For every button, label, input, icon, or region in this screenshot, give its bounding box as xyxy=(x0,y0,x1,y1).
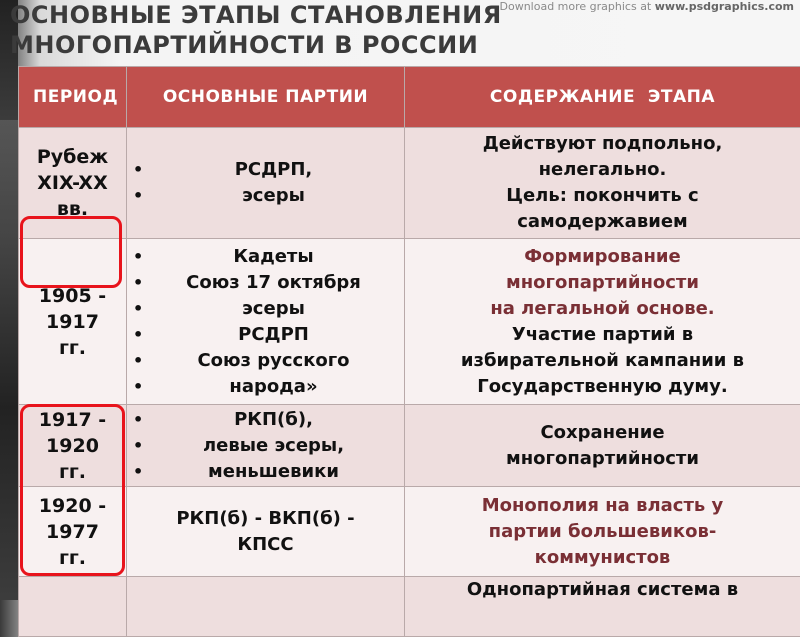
content-line: нелегально. xyxy=(409,157,796,183)
watermark xyxy=(500,0,795,13)
party-line: КПСС xyxy=(131,532,400,558)
content-line: Действуют подпольно, xyxy=(409,131,796,157)
cell-period xyxy=(19,577,127,637)
header-parties-label: ОСНОВНЫЕ ПАРТИИ xyxy=(163,87,368,107)
period-line: 1905 - xyxy=(23,283,122,309)
cell-period xyxy=(19,239,127,405)
content-line-accent: Формирование xyxy=(409,244,796,270)
page-title xyxy=(10,0,530,60)
party-item: • эсеры xyxy=(131,296,400,322)
period-line: 1917 - xyxy=(23,407,122,433)
period-line: 1920 xyxy=(23,433,122,459)
period-line: вв. xyxy=(23,196,122,222)
period-line: гг. xyxy=(23,335,122,361)
watermark-prefix: Download more graphics at xyxy=(500,0,652,13)
period-line: 1917 xyxy=(23,309,122,335)
table-row xyxy=(19,239,800,405)
content-line: самодержавием xyxy=(409,209,796,235)
cell-content xyxy=(405,487,800,577)
table-row xyxy=(19,577,800,637)
cell-parties xyxy=(127,239,405,405)
period-line: гг. xyxy=(23,459,122,485)
page-title-line-1: ОСНОВНЫЕ ЭТАПЫ СТАНОВЛЕНИЯ xyxy=(10,0,530,30)
content-line: Однопартийная система в xyxy=(409,577,796,603)
party-item: • эсеры xyxy=(131,183,400,209)
party-item: • РСДРП, xyxy=(131,157,400,183)
cell-period xyxy=(19,487,127,577)
party-item: • Кадеты xyxy=(131,244,400,270)
content-line-accent: партии большевиков- xyxy=(409,519,796,545)
party-item: • народа» xyxy=(131,374,400,400)
content-line: избирательной кампании в xyxy=(409,348,796,374)
content-line-accent: коммунистов xyxy=(409,545,796,571)
cell-content xyxy=(405,128,800,239)
party-item: • меньшевики xyxy=(131,459,400,485)
period-line: 1920 - xyxy=(23,493,122,519)
table-row xyxy=(19,405,800,487)
content-line: многопартийности xyxy=(409,446,796,472)
party-item: • левые эсеры, xyxy=(131,433,400,459)
cell-parties xyxy=(127,128,405,239)
period-line: Рубеж xyxy=(23,144,122,170)
party-list xyxy=(131,407,400,485)
period-line: XIX-XX xyxy=(23,170,122,196)
party-item: • Союз 17 октября xyxy=(131,270,400,296)
content-line-accent: Монополия на власть у xyxy=(409,493,796,519)
cell-content xyxy=(405,239,800,405)
table-header-row xyxy=(19,67,800,128)
watermark-site: www.psdgraphics.com xyxy=(655,0,794,13)
party-item: • РКП(б), xyxy=(131,407,400,433)
page-title-line-2: МНОГОПАРТИЙНОСТИ В РОССИИ xyxy=(10,30,530,60)
header-content xyxy=(405,67,800,128)
stages-table xyxy=(18,66,800,637)
party-line: РКП(б) - ВКП(б) - xyxy=(131,506,400,532)
cell-period xyxy=(19,405,127,487)
cell-parties xyxy=(127,487,405,577)
party-list xyxy=(131,157,400,209)
period-line: гг. xyxy=(23,545,122,571)
header-period xyxy=(19,67,127,128)
content-line-accent: многопартийности xyxy=(409,270,796,296)
content-line: Государственную думу. xyxy=(409,374,796,400)
party-item: • РСДРП xyxy=(131,322,400,348)
table-row xyxy=(19,487,800,577)
header-content-label: СОДЕРЖАНИЕ ЭТАПА xyxy=(490,87,715,107)
period-line: 1977 xyxy=(23,519,122,545)
table-row xyxy=(19,128,800,239)
content-line: Участие партий в xyxy=(409,322,796,348)
cell-content xyxy=(405,405,800,487)
content-line: Сохранение xyxy=(409,420,796,446)
party-list xyxy=(131,244,400,400)
content-line: Цель: покончить с xyxy=(409,183,796,209)
content-line-accent: на легальной основе. xyxy=(409,296,796,322)
party-item: • Союз русского xyxy=(131,348,400,374)
cell-content xyxy=(405,577,800,637)
cell-parties xyxy=(127,577,405,637)
cell-period xyxy=(19,128,127,239)
header-period-label: ПЕРИОД xyxy=(33,87,118,107)
cell-parties xyxy=(127,405,405,487)
header-parties xyxy=(127,67,405,128)
